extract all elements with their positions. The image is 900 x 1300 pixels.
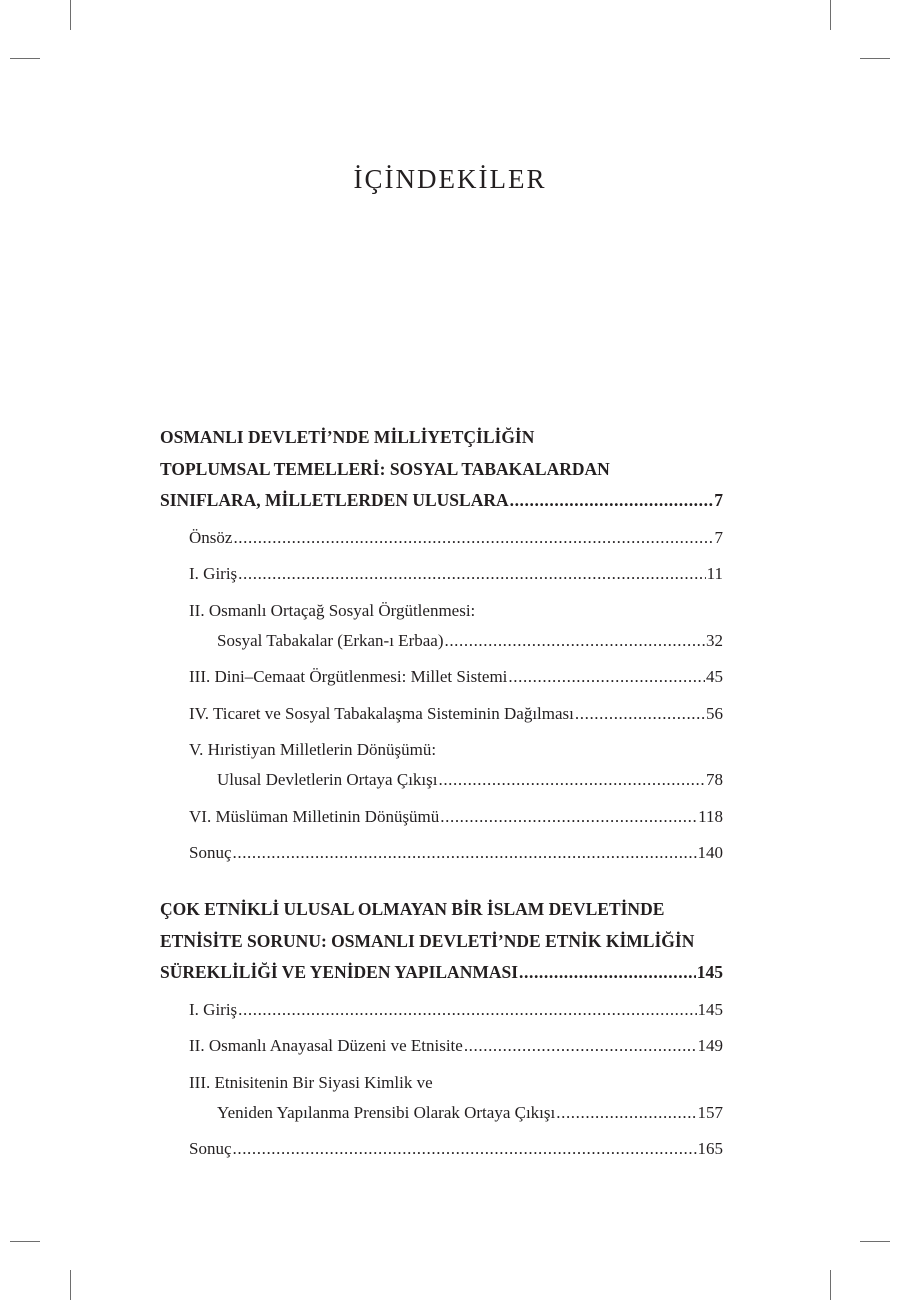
toc-section-1 [160, 422, 723, 875]
crop-mark-bottom-left-vertical [70, 1270, 71, 1300]
toc-entry-ticaret[interactable] [160, 699, 723, 729]
page-number: 78 [706, 770, 723, 789]
dot-leader [238, 559, 705, 589]
section-heading-line: TOPLUMSAL TEMELLERİ: SOSYAL TABAKALARDAN [160, 458, 610, 479]
dot-leader [575, 699, 705, 729]
toc-entry-ortacag[interactable] [160, 596, 723, 656]
crop-mark-top-left-vertical [70, 0, 71, 30]
entry-title-first-line: II. Osmanlı Ortaçağ Sosyal Örgütlenmesi: [189, 600, 476, 620]
dot-leader [233, 838, 697, 868]
dot-leader [440, 802, 697, 832]
entry-title: Sosyal Tabakalar (Erkan-ı Erbaa) [217, 630, 444, 650]
entry-title: VI. Müslüman Milletinin Dönüşümü [189, 806, 440, 826]
toc-entry-onsoz[interactable] [160, 523, 723, 553]
entry-title: III. Dini–Cemaat Örgütlenmesi: Millet Sistemi [189, 667, 508, 686]
page-number: 149 [697, 1036, 723, 1055]
crop-mark-bottom-right-vertical [830, 1270, 831, 1300]
section-heading-last-line [160, 485, 723, 517]
page-number: 56 [706, 703, 723, 723]
page-number: 145 [697, 999, 723, 1019]
page-number: 7 [714, 490, 723, 510]
entry-title: I. Giriş [189, 999, 238, 1019]
toc-entry-sonuc[interactable] [160, 838, 723, 868]
section-heading-line: ETNİSİTE SORUNU: OSMANLI DEVLETİ’NDE ETNİK KİMLİĞİN [160, 930, 695, 951]
dot-leader [519, 957, 696, 989]
section-heading[interactable] [160, 422, 723, 517]
section-heading[interactable] [160, 894, 723, 989]
crop-mark-top-left-horizontal [10, 58, 40, 59]
page-number: 32 [706, 630, 723, 650]
page-number: 7 [714, 527, 723, 547]
toc-entry-hiristiyan[interactable] [160, 735, 723, 795]
toc-entry-millet-sistemi[interactable] [160, 662, 723, 692]
page-number: 45 [706, 667, 723, 686]
dot-leader [233, 1134, 697, 1164]
page-number: 165 [697, 1139, 723, 1158]
dot-leader [444, 626, 705, 656]
entry-title: Ulusal Devletlerin Ortaya Çıkışı [217, 770, 438, 789]
section-heading-line: ÇOK ETNİKLİ ULUSAL OLMAYAN BİR İSLAM DEVLETİNDE [160, 899, 665, 919]
dot-leader [438, 765, 705, 795]
entry-title: IV. Ticaret ve Sosyal Tabakalaşma Sisteminin Dağılması [189, 703, 574, 723]
dot-leader [508, 662, 705, 692]
section-heading-line: SINIFLARA, MİLLETLERDEN ULUSLARA [160, 490, 509, 510]
section-heading-last-line [160, 957, 723, 989]
toc-entry-sonuc[interactable] [160, 1134, 723, 1164]
toc-entry-siyasi-kimlik[interactable] [160, 1068, 723, 1128]
toc-entry-musluman[interactable] [160, 802, 723, 832]
page-number: 140 [697, 843, 723, 862]
section-heading-line: OSMANLI DEVLETİ’NDE MİLLİYETÇİLİĞİN [160, 427, 535, 447]
dot-leader [464, 1031, 697, 1061]
entry-title: Yeniden Yapılanma Prensibi Olarak Ortaya Çıkışı [217, 1102, 556, 1122]
entry-title-first-line: III. Etnisitenin Bir Siyasi Kimlik ve [189, 1072, 433, 1092]
crop-mark-bottom-right-horizontal [860, 1241, 890, 1242]
crop-mark-bottom-left-horizontal [10, 1241, 40, 1242]
entry-title: Önsöz [189, 527, 233, 547]
page-number: 11 [706, 564, 723, 583]
entry-title: II. Osmanlı Anayasal Düzeni ve Etnisite [189, 1036, 463, 1055]
dot-leader [510, 485, 714, 517]
entry-title: I. Giriş [189, 564, 238, 583]
crop-mark-top-right-horizontal [860, 58, 890, 59]
dot-leader [556, 1098, 696, 1128]
toc-entry-giris[interactable] [160, 995, 723, 1025]
section-heading-line: SÜREKLİLİĞİ VE YENİDEN YAPILANMASI [160, 962, 519, 982]
toc-entry-giris[interactable] [160, 559, 723, 589]
entry-title-first-line: V. Hıristiyan Milletlerin Dönüşümü: [189, 740, 437, 759]
entry-title: Sonuç [189, 843, 232, 862]
crop-mark-top-right-vertical [830, 0, 831, 30]
entry-title: Sonuç [189, 1139, 232, 1158]
toc-entry-anayasal-duzen[interactable] [160, 1031, 723, 1061]
page-number: 157 [697, 1102, 723, 1122]
dot-leader [238, 995, 696, 1025]
dot-leader [233, 523, 713, 553]
page-title: İÇİNDEKİLER [353, 164, 547, 194]
toc-section-2 [160, 894, 723, 1171]
page-number: 145 [696, 962, 723, 982]
page-number: 118 [698, 806, 723, 826]
